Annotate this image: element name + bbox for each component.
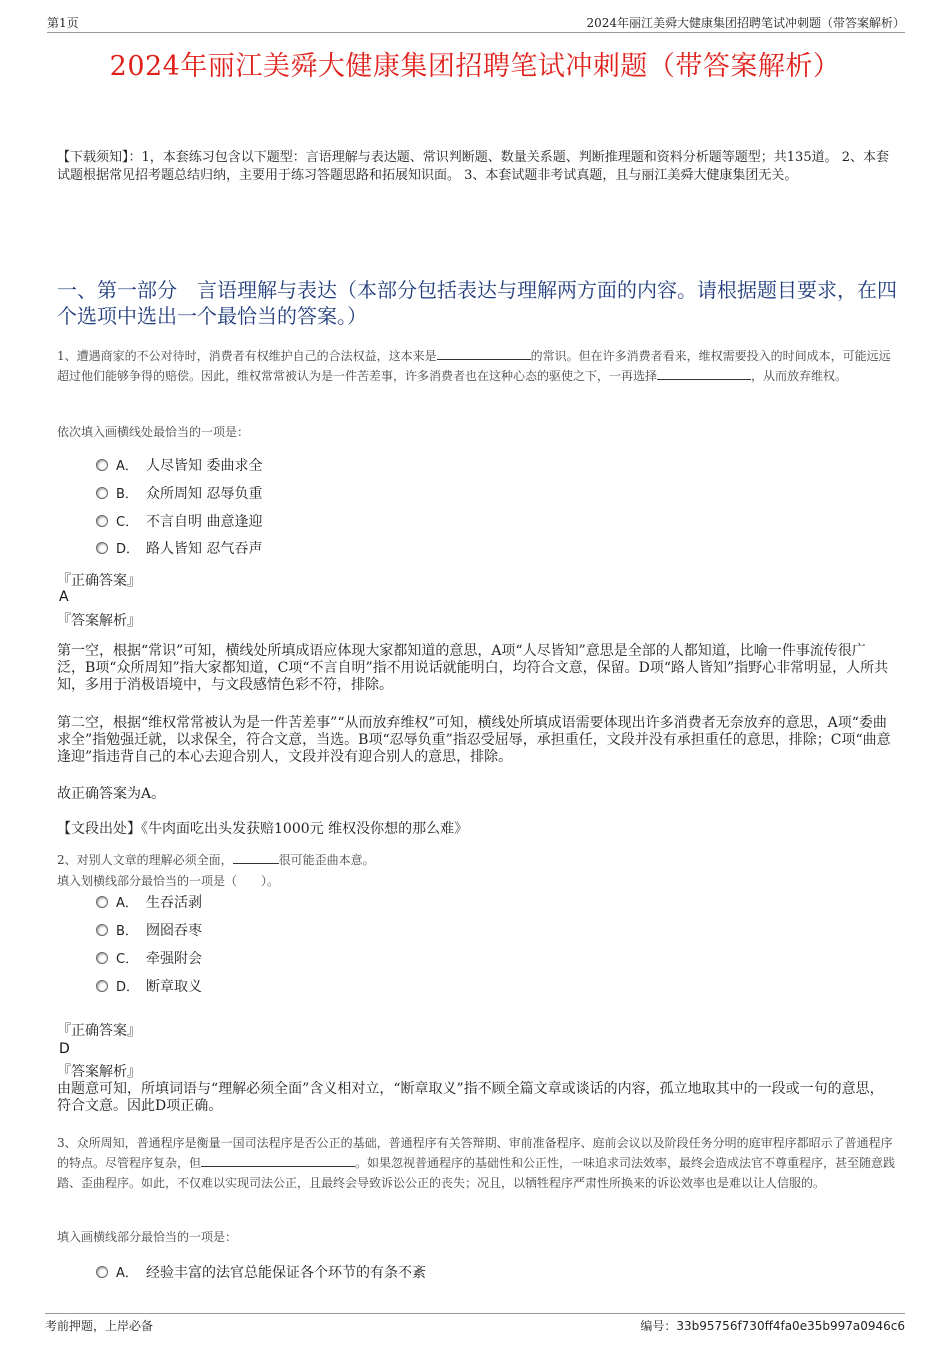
question-3-stem: 3、众所周知，普通程序是衡量一国司法程序是否公正的基础，普通程序有关答辩期、审前准备程序、庭前会议以及阶段任务分明的庭审程序都昭示了普通程序的特点。尽管程序复杂，但 。如果忽视普通程序的基础性和公正性，一味追求司法效率，最终会造成法官不尊重程序，甚至随意践踏、歪曲程序。如此，不仅难以实现司法公正，且最终会导致诉讼公正的丧失；况且，以牺牲程序严肃性所换来的诉讼效率也是难以让人信服的。	[57, 1136, 896, 1190]
option-c[interactable]: C． 不言自明 曲意逢迎	[96, 512, 262, 532]
analysis-paragraph: 由题意可知，所填词语与“理解必须全面”含义相对立，“断章取义”指不顾全篇文章或谈话的内容，孤立地取其中的一段或一句的意思，符合文意。因此D项正确。	[57, 1081, 884, 1114]
document-id: 编号：33b95756f730ff4fa0e35b997a0946c6	[640, 1319, 905, 1333]
option-a[interactable]: A． 经验丰富的法官总能保证各个环节的有条不紊	[96, 1263, 426, 1283]
analysis-paragraph: 第一空，根据“常识”可知，横线处所填成语应体现大家都知道的意思，A项“人尽皆知”意思是全部的人都知道，比喻一件事流传很广泛，B项“众所周知”指大家都知道，C项“不言自明”指不用说话就能明白，均符合文意，保留。D项“路人皆知”指野心非常明显，人所共知，多用于消极语境中，与文段感情色彩不符，排除。	[57, 643, 889, 693]
analysis-conclusion: 故正确答案为A。	[57, 786, 166, 802]
radio-button[interactable]	[96, 515, 108, 527]
option-b[interactable]: B． 众所周知 忍辱负重	[96, 484, 262, 504]
option-d[interactable]: D． 路人皆知 忍气吞声	[96, 539, 262, 559]
source-citation: 【文段出处】《牛肉面吃出头发获赔1000元 维权没你想的那么难》	[57, 821, 469, 837]
radio-button[interactable]	[96, 542, 108, 554]
analysis-paragraph: 第二空，根据“维权常常被认为是一件苦差事”“从而放弃维权”可知，横线处所填成语需要体现出许多消费者无奈放弃的意思，A项“委曲求全”指勉强迁就，以求保全，符合文意，当选。B项“忍辱负重”指忍受屈辱，承担重任，文段并没有承担重任的意思，排除；C项“曲意逢迎”指违背自己的本心去迎合别人，文段并没有迎合别人的意思，排除。	[57, 715, 891, 765]
correct-answer-label: 『正确答案』	[57, 573, 141, 589]
fill-blank	[657, 366, 751, 380]
radio-button[interactable]	[96, 952, 108, 964]
option-b[interactable]: B． 囫囵吞枣	[96, 921, 202, 941]
question-1-stem: 1、遭遇商家的不公对待时，消费者有权维护自己的合法权益，这本来是 的常识。但在许多消费者看来，维权需要投入的时间成本，可能远远超过他们能够争得的赔偿。因此，维权常常被认为是一件苦差事，许多消费者也在这种心态的驱使之下，一再选择 ，从而放弃维权。	[57, 346, 897, 386]
option-a[interactable]: A． 生吞活剥	[96, 893, 202, 913]
footer-slogan: 考前押题，上岸必备	[45, 1319, 154, 1333]
fill-blank	[233, 850, 279, 864]
fill-blank	[201, 1153, 355, 1167]
radio-button[interactable]	[96, 924, 108, 936]
correct-answer: A	[59, 589, 69, 605]
option-c[interactable]: C． 牵强附会	[96, 949, 202, 969]
radio-button[interactable]	[96, 1266, 108, 1278]
question-1-prompt: 依次填入画横线处最恰当的一项是：	[57, 425, 250, 439]
fill-blank	[437, 346, 531, 360]
page-number: 第1页	[47, 16, 79, 30]
download-notice: 【下载须知】：1，本套练习包含以下题型：言语理解与表达题、常识判断题、数量关系题、判断推理题和资料分析题等题型；共135道。 2、本套试题根据常见招考题总结归纳，主要用于练习答题思路和拓展知识面。 3、本套试题非考试真题，且与丽江美舜大健康集团无关。	[57, 150, 889, 183]
page-header	[47, 14, 905, 33]
header-doc-title: 2024年丽江美舜大健康集团招聘笔试冲刺题（带答案解析）	[586, 16, 905, 30]
section-heading: 一、第一部分 言语理解与表达（本部分包括表达与理解两方面的内容。请根据题目要求，在四个选项中选出一个最恰当的答案。）	[57, 278, 897, 328]
option-a[interactable]: A． 人尽皆知 委曲求全	[96, 456, 262, 476]
radio-button[interactable]	[96, 896, 108, 908]
page-footer	[45, 1313, 905, 1334]
radio-button[interactable]	[96, 980, 108, 992]
radio-button[interactable]	[96, 459, 108, 471]
question-2-stem: 2、对别人文章的理解必须全面， 很可能歪曲本意。	[57, 850, 897, 870]
option-d[interactable]: D． 断章取义	[96, 977, 202, 997]
analysis-label: 『答案解析』	[57, 613, 141, 629]
analysis-label: 『答案解析』	[57, 1064, 141, 1080]
question-2-prompt: 填入划横线部分最恰当的一项是（ ）。	[57, 874, 280, 888]
radio-button[interactable]	[96, 487, 108, 499]
correct-answer-label: 『正确答案』	[57, 1023, 141, 1039]
question-3-prompt: 填入画横线部分最恰当的一项是：	[57, 1230, 238, 1244]
correct-answer: D	[59, 1041, 70, 1057]
page-title: 2024年丽江美舜大健康集团招聘笔试冲刺题（带答案解析）	[109, 51, 841, 82]
